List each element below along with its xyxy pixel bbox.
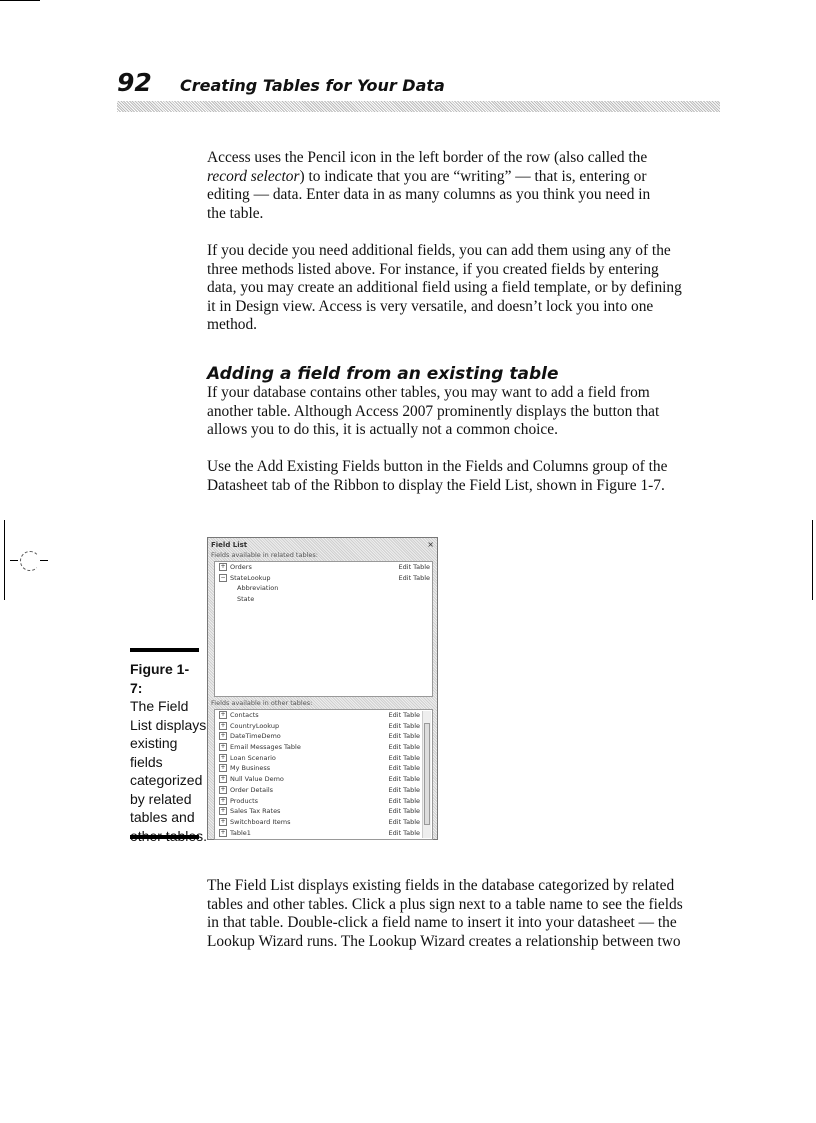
table-name: Loan Scenario (230, 753, 276, 762)
table-name: Email Messages Table (230, 743, 301, 752)
table-row[interactable] (215, 774, 432, 785)
edit-table-link[interactable]: Edit Table (388, 817, 420, 826)
table-name: Products (230, 796, 259, 805)
other-section-label: Fields available in other tables: (211, 699, 313, 707)
expand-icon[interactable]: + (220, 732, 226, 740)
table-row[interactable] (215, 573, 432, 584)
expand-icon[interactable]: + (220, 711, 226, 718)
registration-mark (20, 551, 40, 571)
edit-table-link[interactable]: Edit Table (388, 796, 420, 805)
edit-table-link[interactable]: Edit Table (388, 764, 420, 773)
text-line: the table. (207, 204, 264, 222)
table-name: Table1 (230, 828, 251, 837)
table-name: Switchboard Items (230, 817, 291, 826)
caption-label: Figure 1-7: (130, 661, 190, 696)
table-row[interactable] (215, 710, 432, 721)
paragraph (207, 149, 722, 223)
text-line: three methods listed above. For instance, if you created fields by entering (207, 260, 659, 278)
text-line: method. (207, 316, 258, 334)
edit-table-link[interactable]: Edit Table (388, 785, 420, 794)
text-line: If your database contains other tables, you may want to add a field from (207, 384, 650, 401)
edit-table-link[interactable]: Edit Table (388, 743, 420, 752)
crop-mark (10, 560, 18, 561)
table-name: Order Details (230, 785, 274, 794)
table-row[interactable] (215, 594, 432, 605)
expand-icon[interactable]: + (220, 817, 226, 825)
text-line: Access uses the Pencil icon in the left border of the row (also called the (207, 149, 648, 166)
table-name: Contacts (230, 711, 259, 719)
header-rule (117, 101, 720, 112)
crop-mark (812, 520, 813, 600)
text-line: in that table. Double-click a field name to insert it into your datasheet — the (207, 914, 677, 932)
caption-line: tables and (130, 809, 195, 825)
expand-icon[interactable]: + (220, 563, 226, 570)
expand-icon[interactable]: + (220, 753, 226, 761)
caption-line: List displays (130, 716, 207, 733)
table-row[interactable] (215, 785, 432, 796)
related-tables-list (214, 561, 433, 697)
table-row[interactable] (215, 828, 432, 839)
related-section-label: Fields available in related tables: (211, 551, 318, 559)
text-line: tables and other tables. Click a plus sign next to a table name to see the fields (207, 895, 683, 913)
section-heading: Adding a field from an existing table (207, 364, 559, 384)
crop-mark (40, 560, 48, 561)
expand-icon[interactable]: + (220, 764, 226, 772)
caption-line: categorized (130, 772, 203, 788)
text-line: record selector) to indicate that you are “writing” — that is, entering or (207, 167, 647, 185)
crop-mark (4, 520, 5, 600)
text-line: Lookup Wizard runs. The Lookup Wizard creates a relationship between two (207, 932, 681, 950)
table-row[interactable] (215, 742, 432, 753)
edit-table-link[interactable]: Edit Table (398, 563, 430, 571)
edit-table-link[interactable]: Edit Table (388, 807, 420, 816)
page-number: 92 (117, 68, 152, 97)
caption-line: existing (130, 735, 178, 751)
table-row[interactable] (215, 796, 432, 807)
table-row[interactable] (215, 731, 432, 742)
table-row[interactable] (215, 763, 432, 774)
paragraph (207, 384, 722, 440)
expand-icon[interactable]: − (220, 573, 226, 581)
scrollbar-thumb[interactable] (424, 723, 430, 825)
text-line: Datasheet tab of the Ribbon to display the Field List, shown in Figure 1-7. (207, 476, 665, 494)
edit-table-link[interactable]: Edit Table (388, 732, 420, 741)
scrollbar[interactable] (422, 711, 431, 838)
body-block-2 (207, 384, 722, 514)
text-line: data, you may create an additional field using a field template, or by defining (207, 279, 682, 297)
body-block-1 (207, 149, 722, 354)
table-name: State (237, 595, 255, 604)
close-icon[interactable]: × (427, 540, 434, 549)
field-list-pane (207, 537, 438, 840)
figure-caption (130, 660, 207, 845)
table-row[interactable] (215, 562, 432, 573)
table-name: Sales Tax Rates (230, 807, 281, 816)
text-line: editing — data. Enter data in as many columns as you think you need in (207, 186, 651, 204)
table-row[interactable] (215, 817, 432, 828)
paragraph (207, 458, 722, 495)
table-name: Orders (230, 563, 252, 571)
table-name: StateLookup (230, 573, 271, 582)
caption-rule (130, 648, 199, 652)
edit-table-link[interactable]: Edit Table (398, 573, 430, 582)
caption-line: fields (130, 753, 163, 770)
table-row[interactable] (215, 806, 432, 817)
table-row[interactable] (215, 753, 432, 764)
table-row[interactable] (215, 721, 432, 732)
paragraph (207, 877, 722, 951)
expand-icon[interactable]: + (220, 721, 226, 729)
table-name: My Business (230, 764, 271, 773)
edit-table-link[interactable]: Edit Table (388, 828, 420, 837)
expand-icon[interactable]: + (220, 828, 226, 836)
body-block-3 (207, 877, 722, 970)
expand-icon[interactable]: + (220, 796, 226, 804)
other-tables-list (214, 709, 433, 840)
caption-line: by related (130, 790, 192, 807)
expand-icon[interactable]: + (220, 785, 226, 793)
table-name: DateTimeDemo (230, 732, 281, 741)
caption-rule (130, 835, 199, 839)
text-line: it in Design view. Access is very versatile, and doesn’t lock you into one (207, 297, 654, 315)
expand-icon[interactable]: + (220, 775, 226, 783)
expand-icon[interactable]: + (220, 807, 226, 815)
table-row[interactable] (215, 583, 432, 594)
table-name: Abbreviation (237, 584, 279, 593)
pane-title: Field List (211, 541, 248, 549)
expand-icon[interactable]: + (220, 743, 226, 751)
edit-table-link[interactable]: Edit Table (388, 753, 420, 762)
table-name: CountryLookup (230, 721, 280, 730)
text-line: The Field List displays existing fields in the database categorized by related (207, 877, 675, 894)
table-name: Null Value Demo (230, 775, 284, 784)
caption-line: The Field (130, 698, 189, 714)
edit-table-link[interactable]: Edit Table (388, 711, 420, 719)
chapter-title: Creating Tables for Your Data (180, 76, 445, 95)
text-line: If you decide you need additional fields, you can add them using any of the (207, 241, 671, 259)
top-rule (0, 0, 40, 1)
text-line: another table. Although Access 2007 prominently displays the button that (207, 402, 660, 420)
edit-table-link[interactable]: Edit Table (388, 721, 420, 730)
paragraph (207, 242, 722, 335)
text-line: allows you to do this, it is actually not a common choice. (207, 421, 558, 439)
edit-table-link[interactable]: Edit Table (388, 775, 420, 784)
text-line: Use the Add Existing Fields button in the Fields and Columns group of the (207, 458, 668, 476)
